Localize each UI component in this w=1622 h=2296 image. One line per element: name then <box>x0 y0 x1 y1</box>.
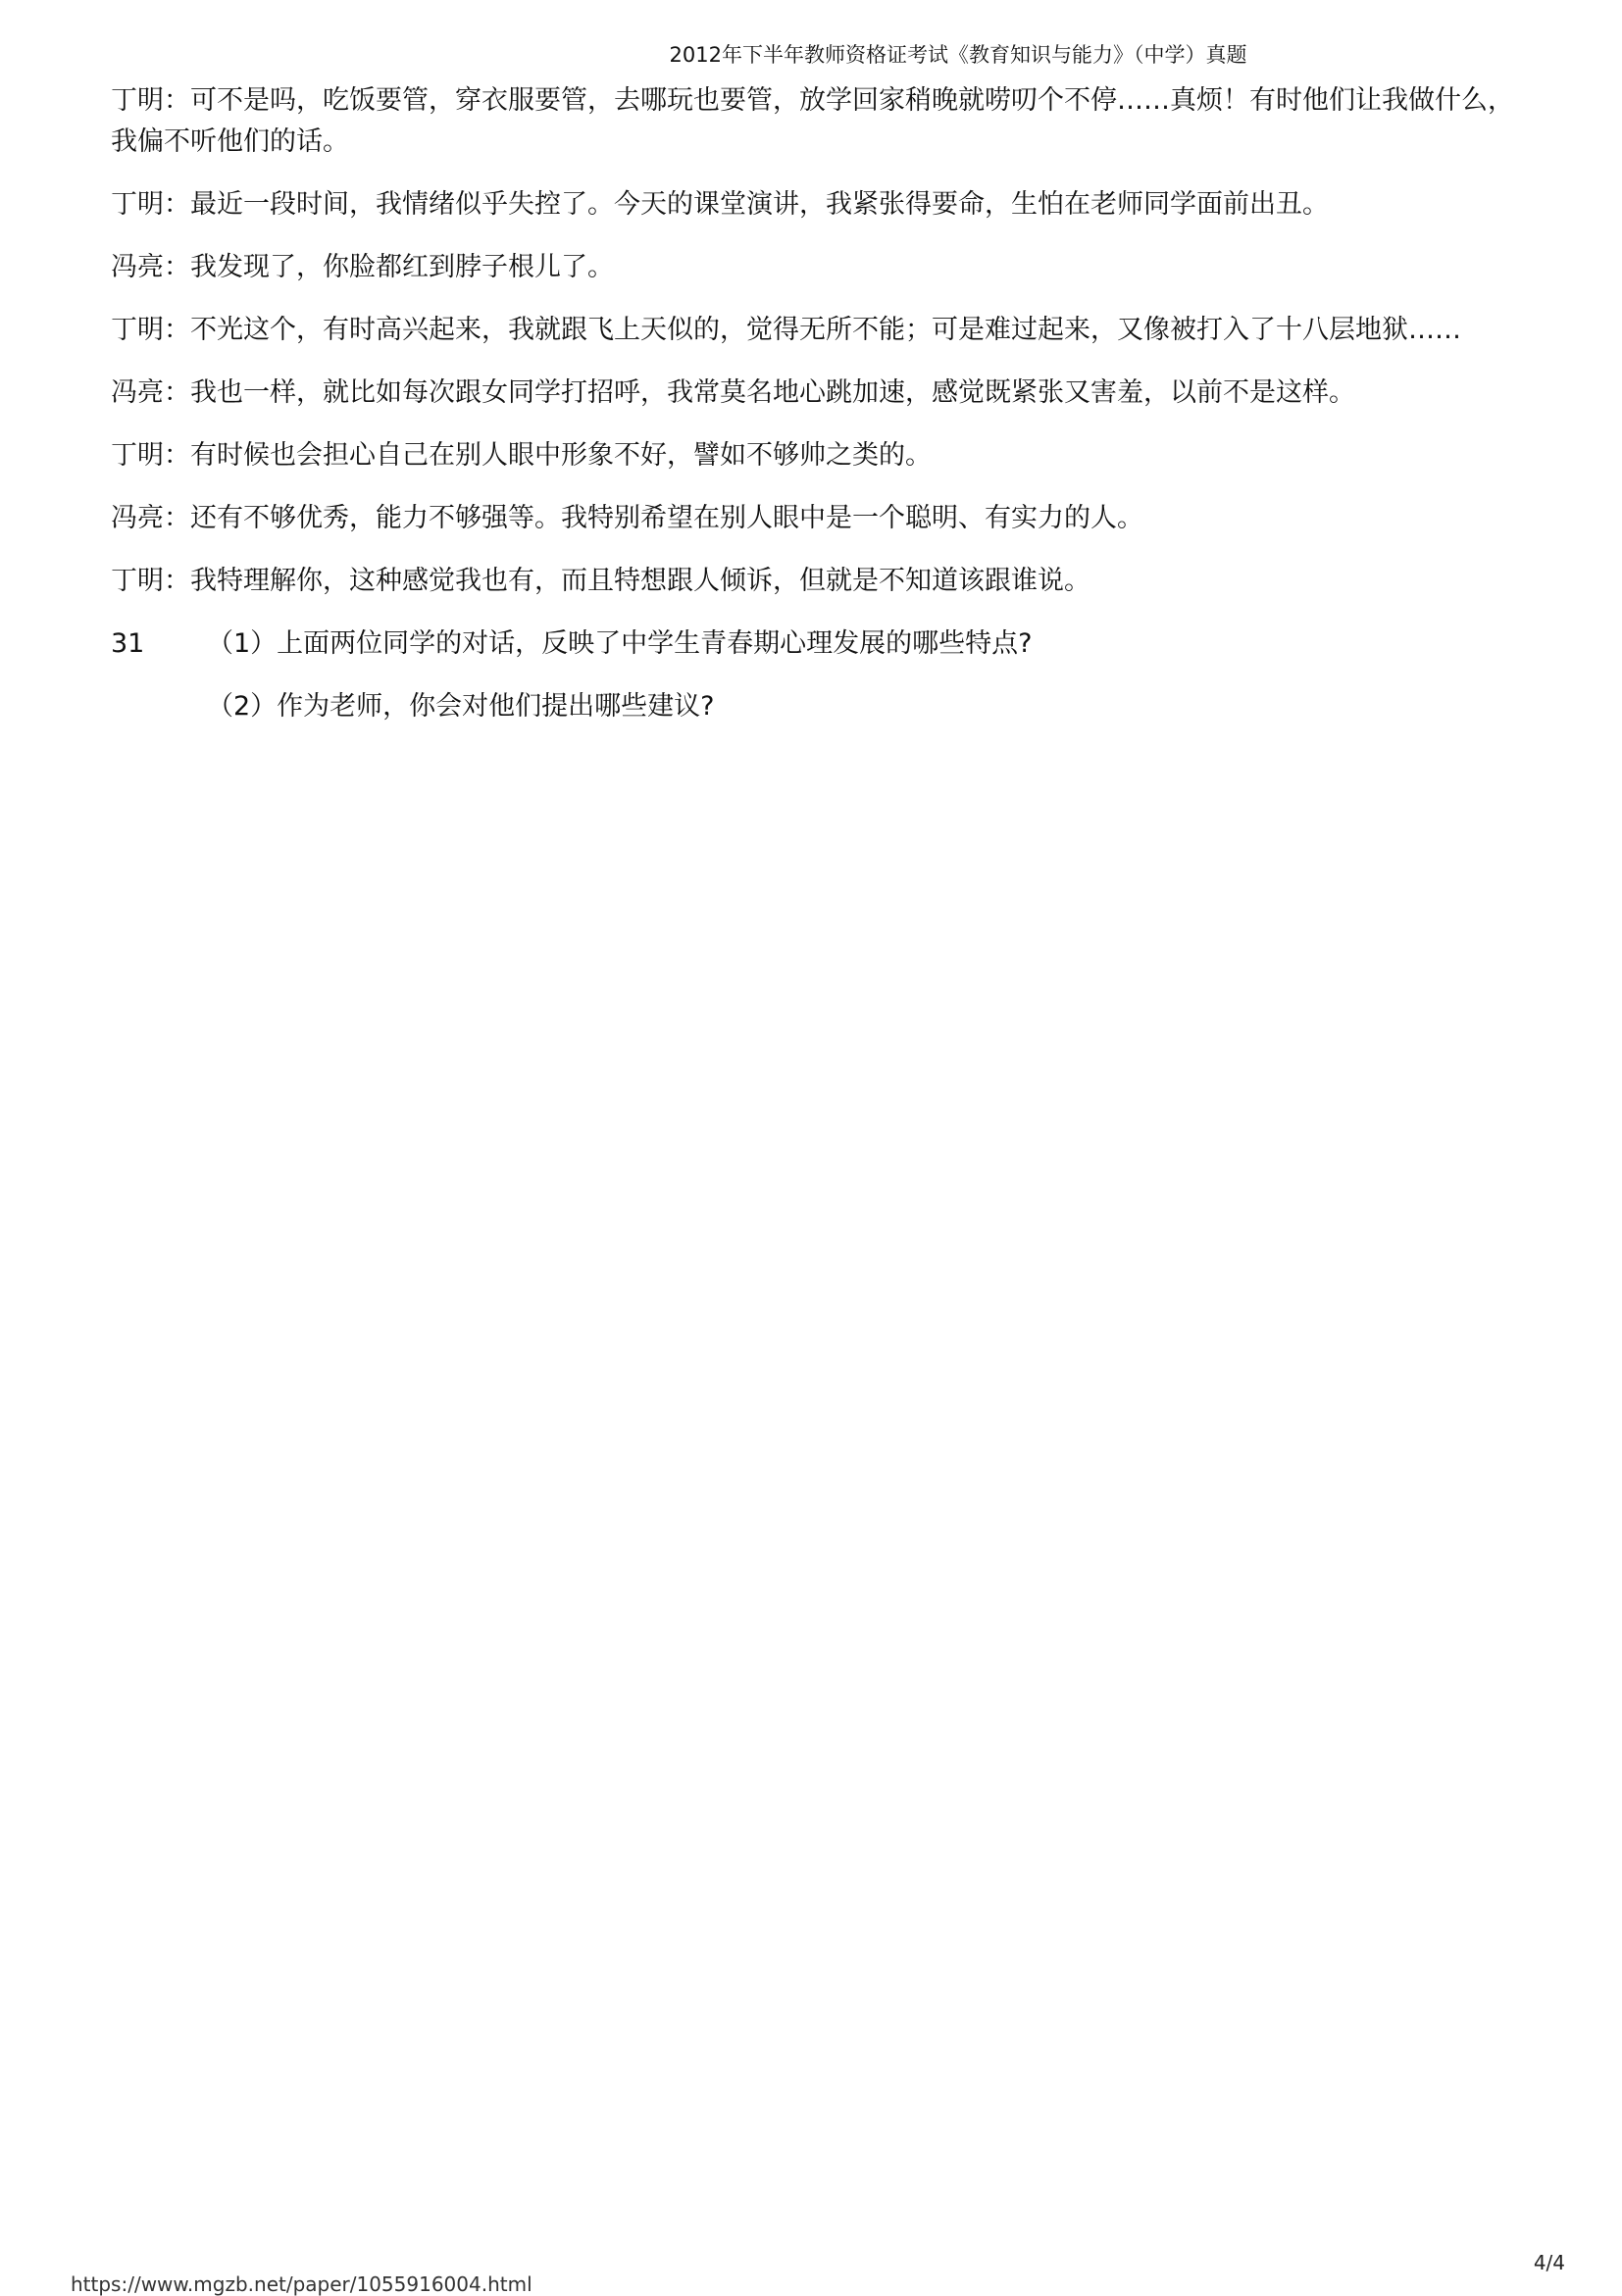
dialogue-line: 丁明：不光这个，有时高兴起来，我就跟飞上天似的，觉得无所不能；可是难过起来，又像被打入了十八层地狱…… <box>111 315 1461 345</box>
dialogue-line: 丁明：有时候也会担心自己在别人眼中形象不好，譬如不够帅之类的。 <box>111 440 932 471</box>
dialogue-line: 冯亮：我发现了，你脸都红到脖子根儿了。 <box>111 252 614 282</box>
question-part-1: （1）上面两位同学的对话，反映了中学生青春期心理发展的哪些特点? <box>207 628 1033 659</box>
dialogue-line: 冯亮：还有不够优秀，能力不够强等。我特别希望在别人眼中是一个聪明、有实力的人。 <box>111 503 1143 533</box>
dialogue-line: 丁明：我特理解你，这种感觉我也有，而且特想跟人倾诉，但就是不知道该跟谁说。 <box>111 566 1090 596</box>
dialogue-line: 冯亮：我也一样，就比如每次跟女同学打招呼，我常莫名地心跳加速，感觉既紧张又害羞，以前不是这样。 <box>111 377 1355 408</box>
question-part-2: （2）作为老师，你会对他们提出哪些建议? <box>207 691 715 722</box>
question-block <box>111 624 1543 665</box>
footer-url-link[interactable]: https://www.mgzb.net/paper/1055916004.html <box>71 2272 532 2296</box>
page-number: 4/4 <box>1533 2251 1565 2274</box>
question-number: 31 <box>111 628 145 659</box>
document-content <box>111 80 1543 749</box>
page-header-title: 2012年下半年教师资格证考试《教育知识与能力》（中学）真题 <box>669 43 1247 67</box>
dialogue-line: 丁明：最近一段时间，我情绪似乎失控了。今天的课堂演讲，我紧张得要命，生怕在老师同学面前出丑。 <box>111 189 1329 220</box>
dialogue-line: 丁明：可不是吗，吃饭要管，穿衣服要管，去哪玩也要管，放学回家稍晚就唠叨个不停……真烦！有时他们让我做什么，我偏不听他们的话。 <box>111 85 1514 157</box>
